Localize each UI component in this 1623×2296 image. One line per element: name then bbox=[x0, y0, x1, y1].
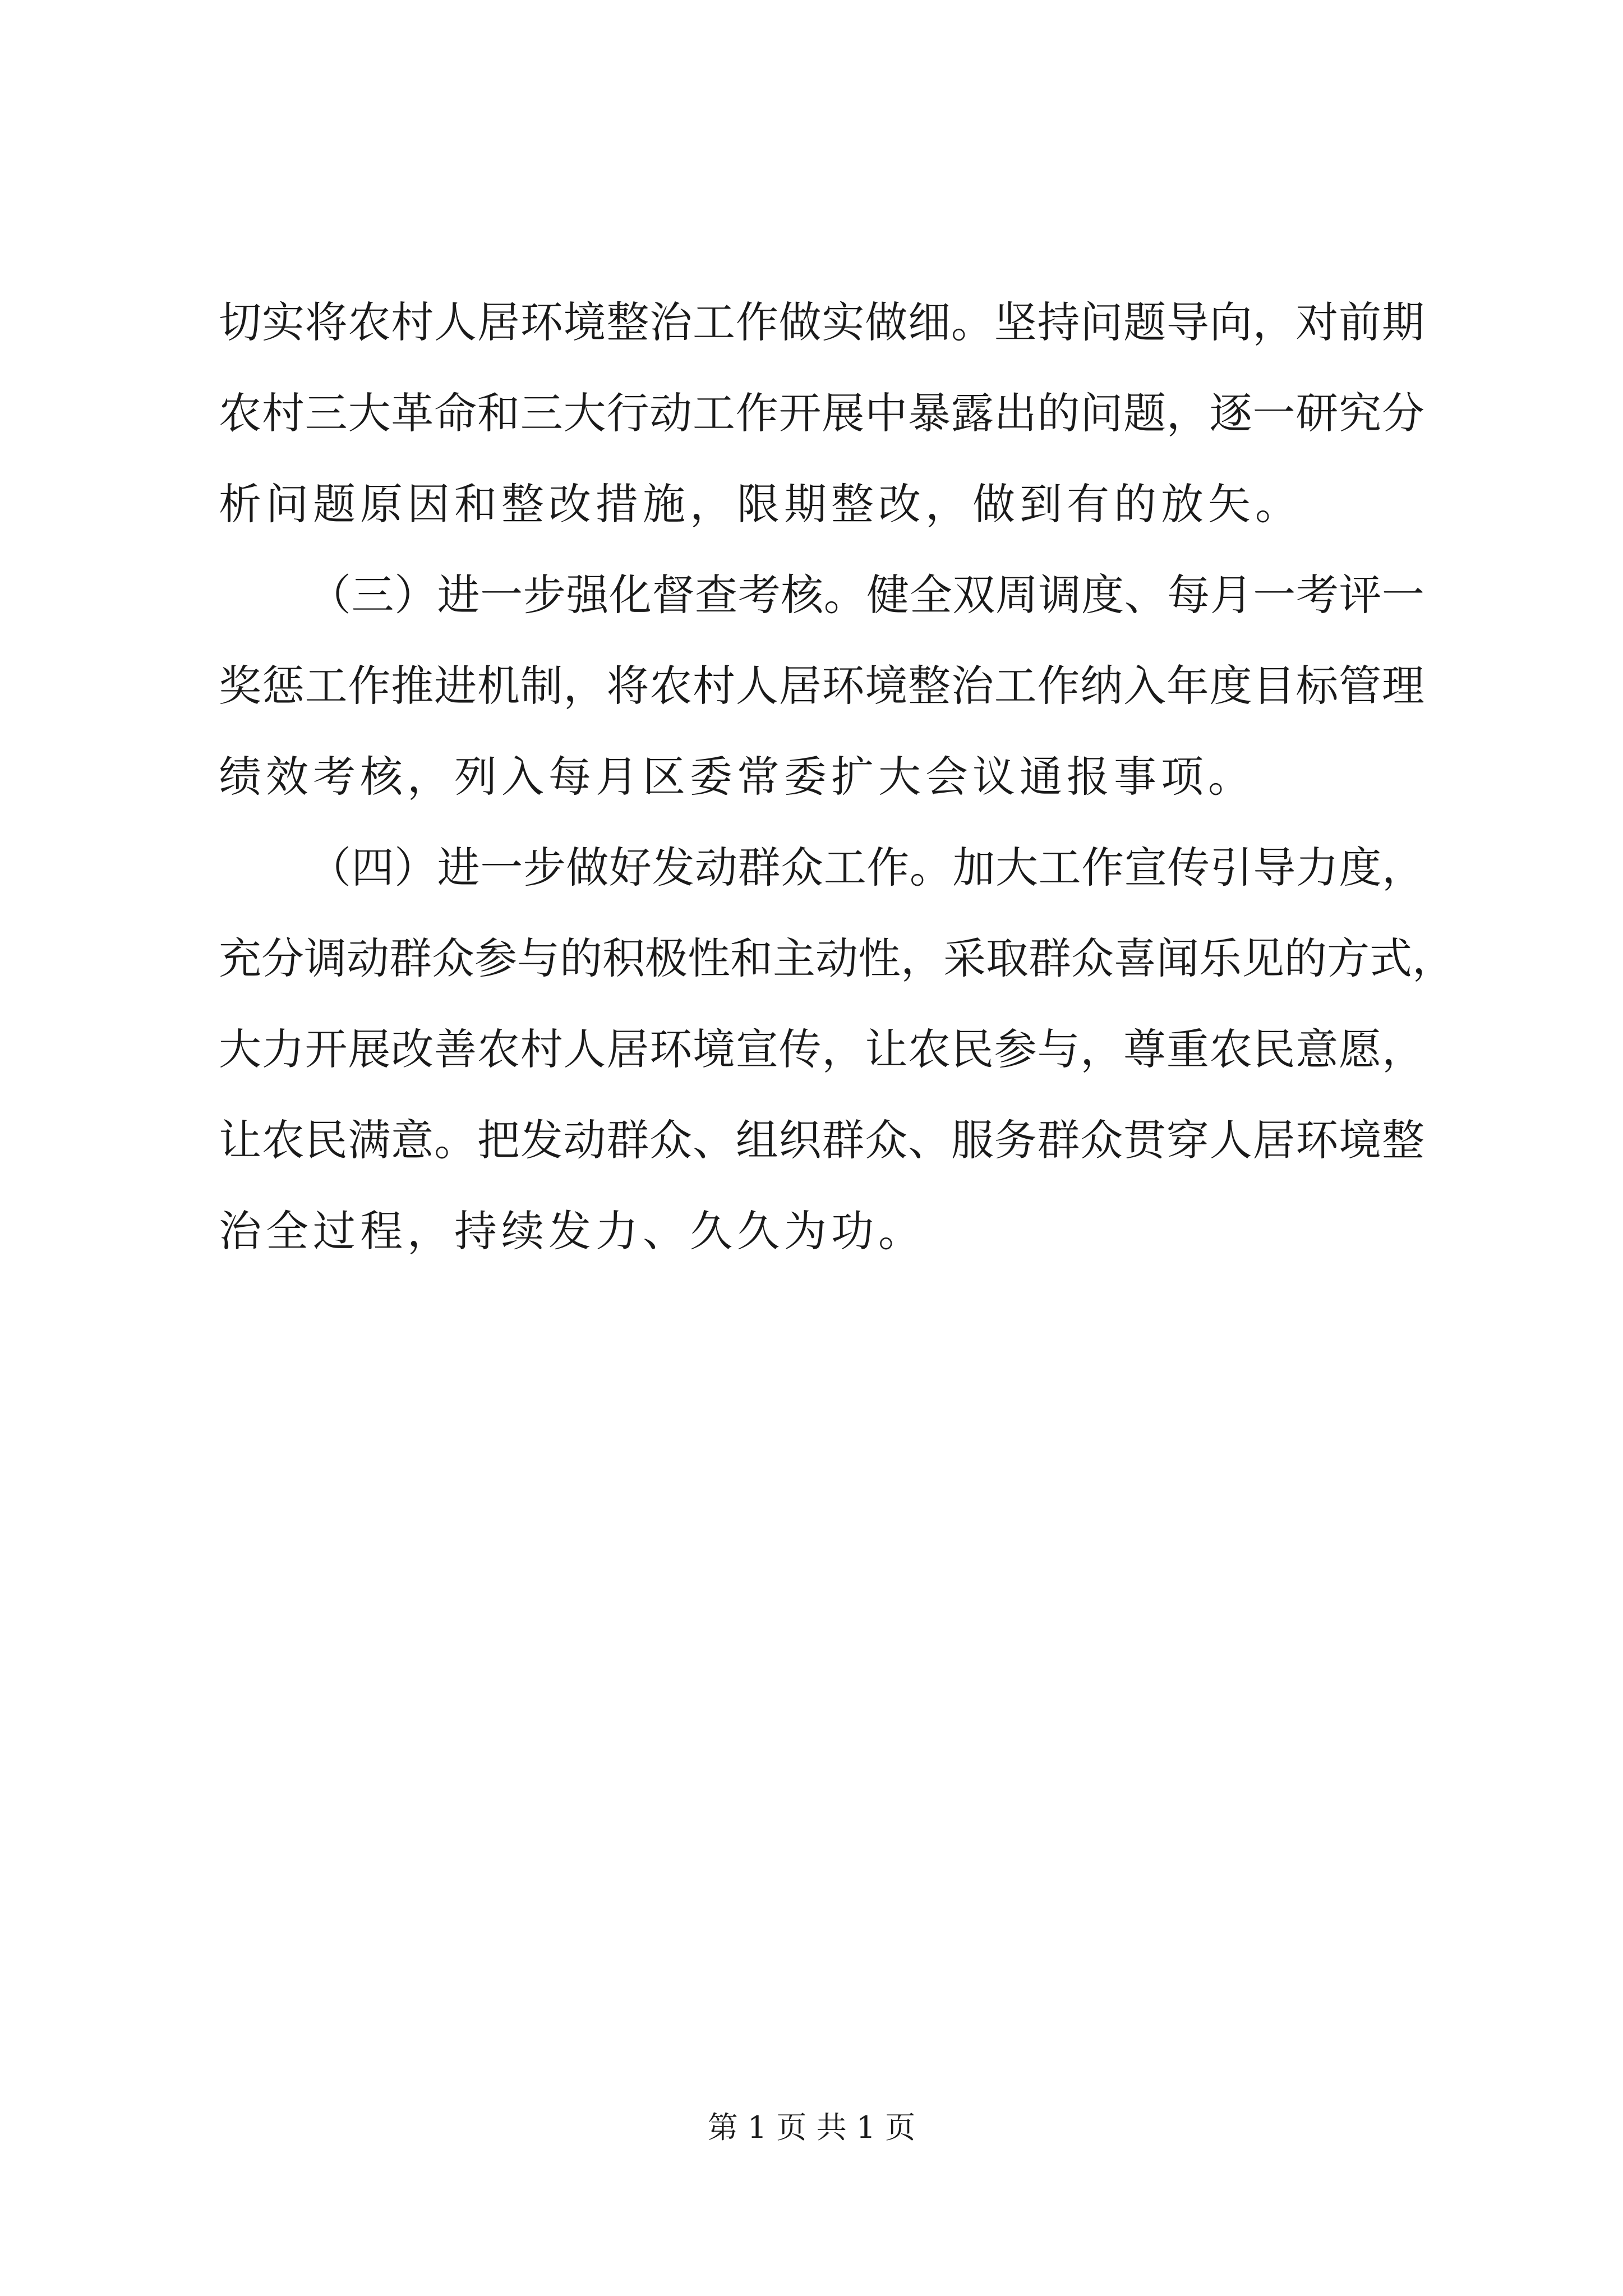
body-line: 农村三大革命和三大行动工作开展中暴露出的问题，逐一研究分 bbox=[219, 388, 1424, 438]
body-line: 绩效考核，列入每月区委常委扩大会议通报事项。 bbox=[219, 752, 1255, 802]
body-line: 让农民满意。把发动群众、组织群众、服务群众贯穿人居环境整 bbox=[219, 1115, 1424, 1165]
body-line: 切实将农村人居环境整治工作做实做细。坚持问题导向，对前期 bbox=[219, 297, 1424, 347]
section-4-heading-line: （四）进一步做好发动群众工作。加大工作宣传引导力度， bbox=[308, 843, 1424, 892]
page-number-footer: 第 1 页 共 1 页 bbox=[707, 2110, 916, 2145]
document-body bbox=[219, 292, 1455, 1291]
section-3-heading-line: （三）进一步强化督查考核。健全双周调度、每月一考评一 bbox=[308, 570, 1424, 620]
body-line: 析问题原因和整改措施，限期整改，做到有的放矢。 bbox=[219, 479, 1302, 529]
body-line: 奖惩工作推进机制，将农村人居环境整治工作纳入年度目标管理 bbox=[219, 661, 1424, 711]
body-line: 大力开展改善农村人居环境宣传，让农民参与，尊重农民意愿， bbox=[219, 1024, 1424, 1074]
body-line: 治全过程，持续发力、久久为功。 bbox=[219, 1206, 925, 1256]
body-line: 充分调动群众参与的积极性和主动性，采取群众喜闻乐见的方式， bbox=[219, 933, 1455, 983]
